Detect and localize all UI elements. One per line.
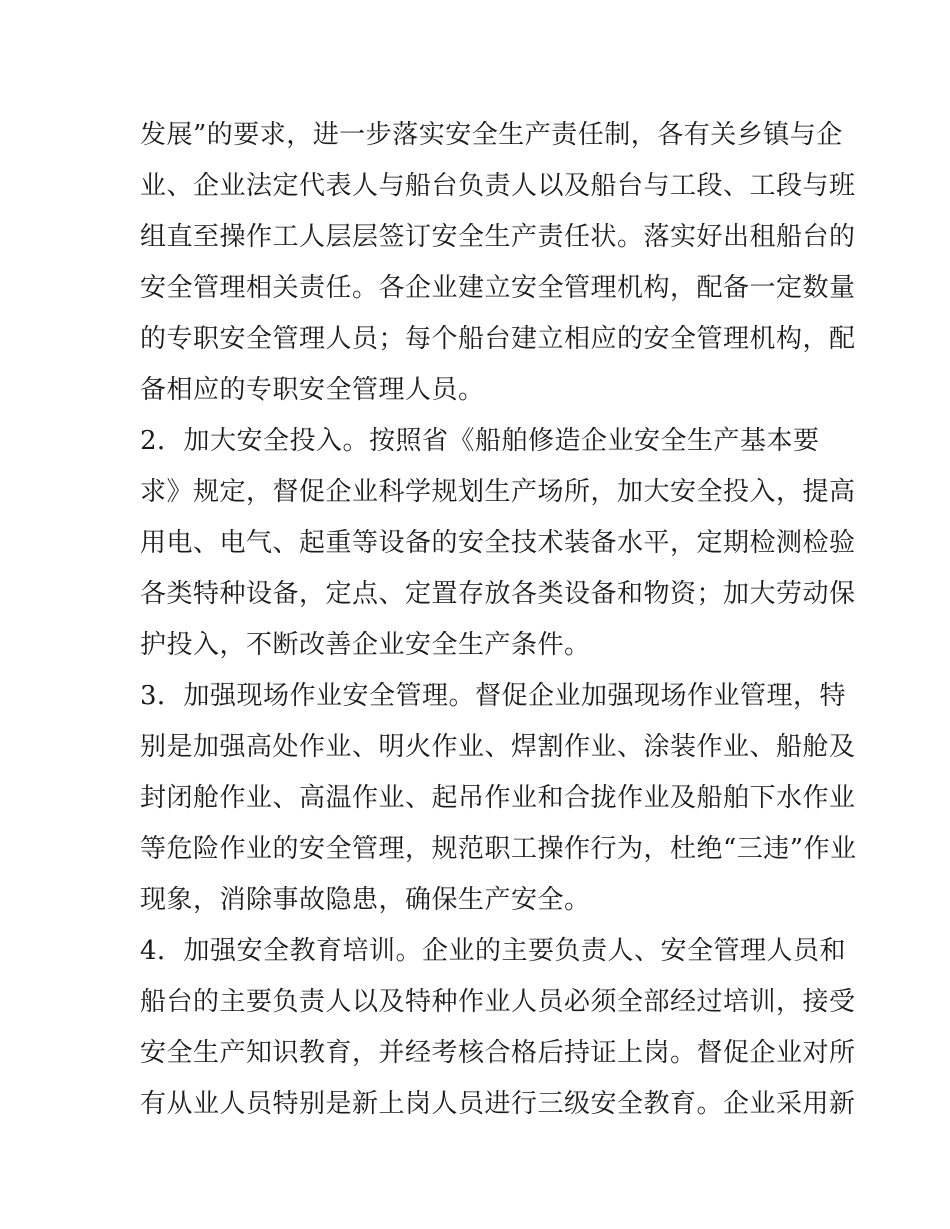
text-line: 组直至操作工人层层签订安全生产责任状。落实好出租船台的 xyxy=(140,222,856,252)
text-line: 4．加强安全教育培训。企业的主要负责人、安全管理人员和 xyxy=(140,936,847,966)
text-line: 用电、电气、起重等设备的安全技术装备水平，定期检测检验 xyxy=(140,528,856,558)
text-line: 各类特种设备，定点、定置存放各类设备和物资；加大劳动保 xyxy=(140,579,856,609)
text-line: 备相应的专职安全管理人员。 xyxy=(140,375,485,405)
text-line: 别是加强高处作业、明火作业、焊割作业、涂装作业、船舱及 xyxy=(140,732,856,762)
text-line: 等危险作业的安全管理，规范职工操作行为，杜绝“三违”作业 xyxy=(140,834,857,864)
text-line: 有从业人员特别是新上岗人员进行三级安全教育。企业采用新 xyxy=(140,1089,856,1119)
document-page xyxy=(140,110,857,1130)
text-line: 安全管理相关责任。各企业建立安全管理机构，配备一定数量 xyxy=(140,273,856,303)
text-line: 船台的主要负责人以及特种作业人员必须全部经过培训，接受 xyxy=(140,987,856,1017)
text-line: 3．加强现场作业安全管理。督促企业加强现场作业管理，特 xyxy=(140,681,847,711)
text-line: 2．加大安全投入。按照省《船舶修造企业安全生产基本要 xyxy=(140,426,820,456)
text-line: 求》规定，督促企业科学规划生产场所，加大安全投入，提高 xyxy=(140,477,856,507)
text-line: 的专职安全管理人员；每个船台建立相应的安全管理机构，配 xyxy=(140,324,856,354)
text-line: 现象，消除事故隐患，确保生产安全。 xyxy=(140,885,591,915)
text-line: 护投入，不断改善企业安全生产条件。 xyxy=(140,630,591,660)
text-line: 安全生产知识教育，并经考核合格后持证上岗。督促企业对所 xyxy=(140,1038,856,1068)
text-line: 封闭舱作业、高温作业、起吊作业和合拢作业及船舶下水作业 xyxy=(140,783,856,813)
text-line: 发展”的要求，进一步落实安全生产责任制，各有关乡镇与企 xyxy=(140,120,843,150)
text-line: 业、企业法定代表人与船台负责人以及船台与工段、工段与班 xyxy=(140,171,856,201)
